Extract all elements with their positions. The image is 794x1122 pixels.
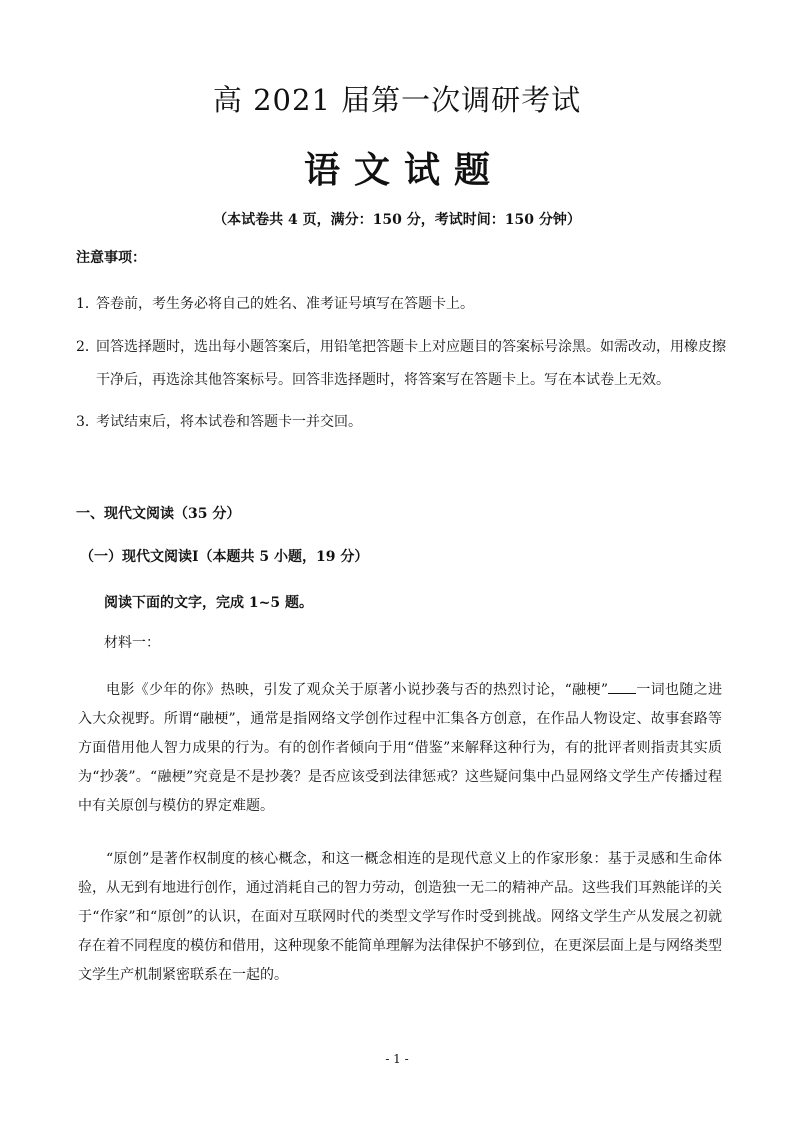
passage-paragraph-1 [78, 676, 722, 821]
notice-item-1 [76, 288, 726, 321]
paragraph-text: 电影《少年的你》热映，引发了观众关于原著小说抄袭与否的热烈讨论，“融梗” [106, 682, 608, 698]
fill-in-blank [608, 683, 636, 694]
notice-item-text: 答卷前，考生务必将自己的姓名、准考证号填写在答题卡上。 [96, 296, 474, 312]
notice-heading: 注意事项： [76, 250, 146, 266]
exam-title: 高 2021 届第一次调研考试 [212, 83, 582, 117]
notice-item-text: 回答选择题时，选出每小题答案后，用铅笔把答题卡上对应题目的答案标号涂黑。如需改动，用橡皮擦 [96, 339, 726, 355]
subsection-title: （一）现代文阅读Ⅰ（本题共 5 小题，19 分） [80, 549, 369, 565]
notice-item-text: 考试结束后，将本试卷和答题卡一并交回。 [96, 414, 362, 430]
notice-item-3 [76, 406, 726, 439]
notice-item-number: 1． [76, 296, 99, 312]
subject-title: 语文试题 [303, 149, 504, 191]
notice-item-number: 3． [76, 414, 99, 430]
paragraph-text: 一词也随之进入大众视野。所谓“融梗”，通常是指网络文学创作过程中汇集各方创意，在作品人物设定、故事套路等方面借用他人智力成果的行为。有的创作者倾向于用“借鉴”来解释这种行为，有的批评者则指责其实质为“抄袭”。“融梗”究竟是不是抄袭？是否应该受到法律惩戒？这些疑问集中凸显网络文学生产传播过程中有关原创与模仿的界定难题。 [78, 682, 723, 814]
instruction: 阅读下面的文字，完成 1~5 题。 [104, 595, 313, 611]
page-number: - 1 - [385, 1052, 409, 1066]
notice-item-2 [76, 331, 726, 397]
exam-info: （本试卷共 4 页，满分：150 分，考试时间：150 分钟） [213, 212, 581, 228]
passage-paragraph-2: “原创”是著作权制度的核心概念，和这一概念相连的是现代意义上的作家形象：基于灵感和生命体验，从无到有地进行创作，通过消耗自己的智力劳动，创造独一无二的精神产品。这些我们耳熟能详的关于“作家”和“原创”的认识，在面对互联网时代的类型文学写作时受到挑战。网络文学生产从发展之初就存在着不同程度的模仿和借用，这种现象不能简单理解为法律保护不够到位，在更深层面上是与网络类型文学生产机制紧密联系在一起的。 [78, 851, 722, 983]
section-title: 一、现代文阅读（35 分） [76, 506, 241, 522]
notice-item-number: 2． [76, 339, 99, 355]
material-label: 材料一： [104, 635, 160, 651]
notice-item-continuation: 干净后，再选涂其他答案标号。回答非选择题时，将答案写在答题卡上。写在本试卷上无效。 [96, 372, 670, 388]
